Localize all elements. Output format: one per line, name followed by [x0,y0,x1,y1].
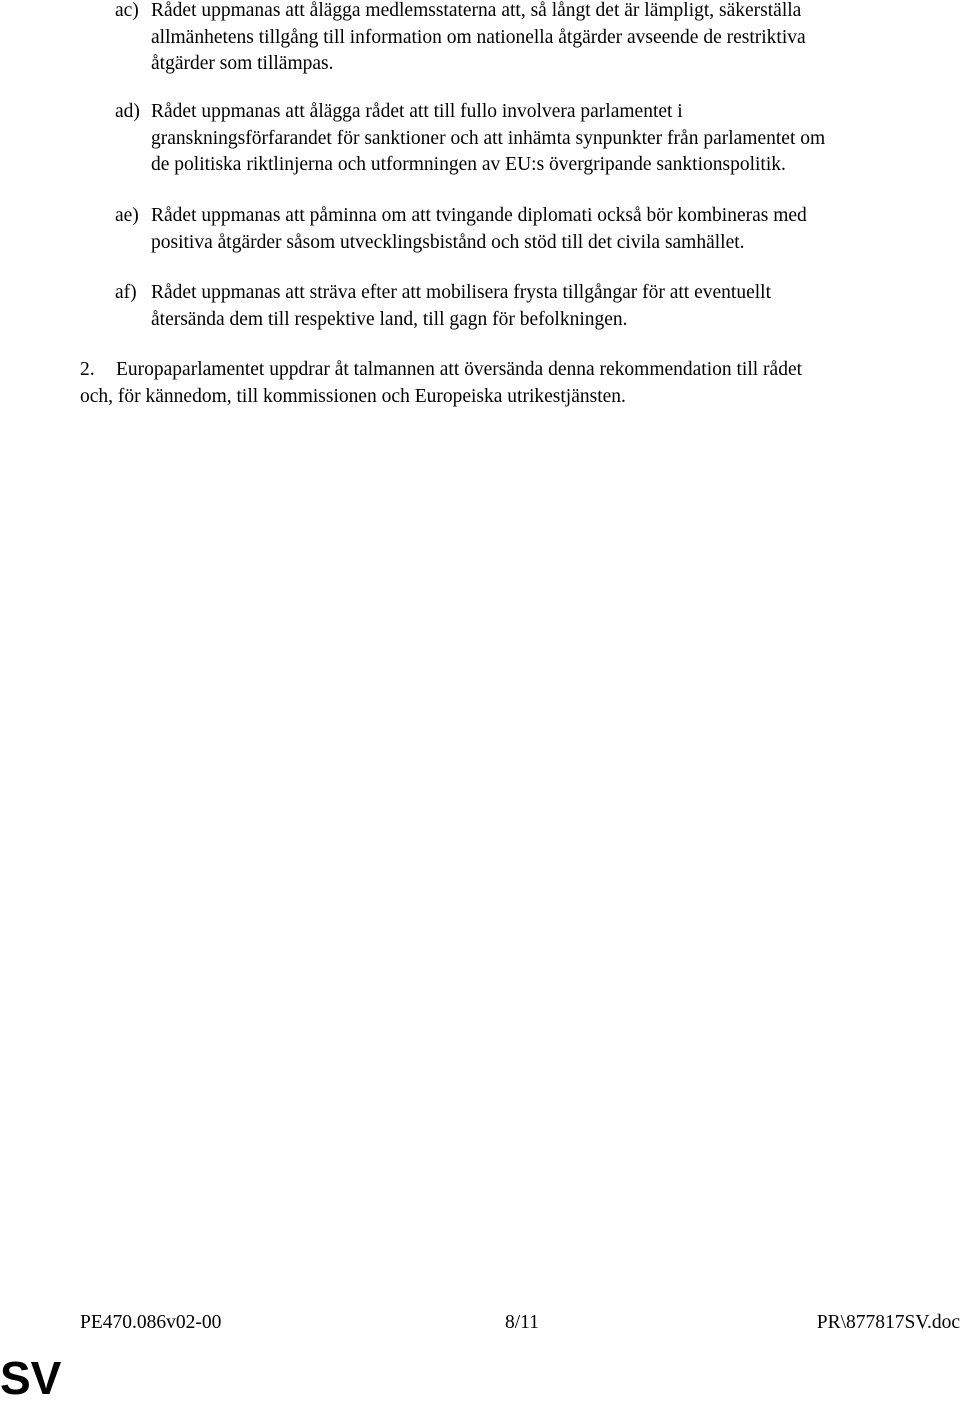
text-line: Rådet uppmanas att påminna om att tvingande diplomati också bör kombineras med [151,205,807,226]
paragraph-text [151,99,955,179]
document-reference: PE470.086v02-00 [80,1312,222,1333]
text-line: granskningsförfarandet för sanktioner och att inhämta synpunkter från parlamentet om [151,127,826,149]
text-line: åtgärder som tillämpas. [151,53,334,74]
paragraph-label: ac) [115,0,139,21]
text-line: de politiska riktlinjerna och utformningen av EU:s övergripande sanktionspolitik. [151,154,786,175]
text-line: Rådet uppmanas att ålägga medlemsstaterna att, så långt det är lämpligt, säkerställa [151,0,802,21]
text-line: Rådet uppmanas att sträva efter att mobilisera frysta tillgångar för att eventuellt [151,282,771,303]
paragraph-ac [115,0,955,78]
paragraph-text [151,203,955,256]
paragraph-ad [115,99,955,179]
paragraph-ae [115,203,955,256]
text-line: och, för kännedom, till kommissionen och Europeiska utrikestjänsten. [80,385,626,407]
paragraph-af [115,280,955,333]
paragraph-label: af) [115,282,137,303]
file-name: PR\877817SV.doc [816,1312,960,1333]
text-line: återsända dem till respektive land, till gagn för befolkningen. [151,308,628,330]
paragraph-number: 2. [80,359,95,380]
paragraph-label: ae) [115,205,139,226]
language-code: SV [0,1352,62,1404]
page-footer [80,1310,960,1336]
text-line: Europaparlamentet uppdrar åt talmannen att översända denna rekommendation till rådet [116,359,803,380]
page-number: 8/11 [505,1312,539,1333]
text-line: allmänhetens tillgång till information om nationella åtgärder avseende de restriktiva [151,26,806,48]
text-line: positiva åtgärder såsom utvecklingsbistånd och stöd till det civila samhället. [151,231,745,253]
paragraph-text [151,0,955,78]
paragraph-text [151,280,955,333]
numbered-paragraph-2 [80,357,955,410]
paragraph-label: ad) [115,101,140,122]
text-line: Rådet uppmanas att ålägga rådet att till fullo involvera parlamentet i [151,101,683,122]
